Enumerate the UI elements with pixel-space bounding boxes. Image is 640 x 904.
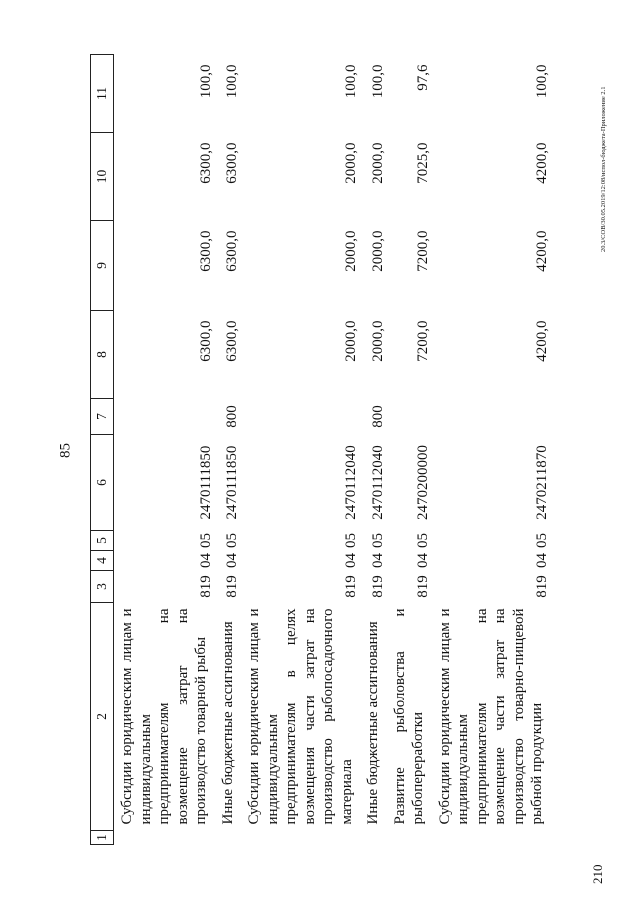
cell-col11: 100,0 (224, 64, 240, 99)
cell-target: 2470200000 (414, 445, 431, 520)
cell-subsection: 05 (343, 533, 359, 548)
cell-subsection: 05 (414, 533, 431, 548)
col-header-7: 7 (91, 399, 114, 435)
cell-col9: 6300,0 (197, 230, 214, 272)
cell-expense-type (114, 399, 215, 435)
cell-expense-type (432, 399, 551, 435)
cell-col11: 100,0 (533, 64, 550, 99)
cell-admin: 819 (343, 575, 359, 598)
cell-section: 04 (343, 553, 359, 568)
cell-col9: 7200,0 (414, 230, 431, 272)
cell-col9: 2000,0 (343, 230, 359, 272)
cell-col8: 6300,0 (197, 320, 214, 362)
table-row (241, 55, 360, 845)
cell-admin: 819 (414, 575, 431, 598)
cell-target: 2470112040 (369, 445, 386, 520)
cell-admin: 819 (533, 575, 550, 598)
footer-note: 20.3/СОВ/30.05.2019/12:08/испол-бюджета-Приложение 2.1 (600, 86, 607, 252)
cell-expense-type: 800 (369, 405, 386, 428)
row-name: Иные бюджетные ассигнования (365, 621, 381, 825)
cell-col10: 6300,0 (224, 142, 240, 184)
cell-subsection: 05 (369, 533, 386, 548)
cell-target: 2470211870 (533, 445, 550, 520)
cell-col8: 7200,0 (414, 320, 431, 362)
corner-number: 210 (590, 864, 605, 884)
col-header-8: 8 (91, 311, 114, 399)
table-row (387, 55, 432, 845)
table-row (114, 55, 215, 845)
row-name: Иные бюджетные ассигнования (219, 621, 236, 825)
row-name: Субсидии юридическим лицам и индивидуальным предпринимателям на возмещение части затрат на производство товарно-пищевой рыбной продукции (436, 608, 545, 825)
row-name: Развитие рыболовства и рыбопереработки (391, 608, 426, 825)
cell-col9: 6300,0 (224, 230, 240, 272)
cell-section: 04 (533, 553, 550, 568)
col-header-6: 6 (91, 435, 114, 531)
cell-subsection: 05 (224, 533, 240, 548)
table-row (360, 55, 387, 845)
cell-col10: 6300,0 (197, 142, 214, 184)
col-header-2: 2 (91, 603, 114, 831)
budget-table (90, 54, 551, 845)
cell-target: 2470112040 (343, 445, 359, 520)
col-header-5: 5 (91, 531, 114, 551)
header-row (91, 55, 114, 845)
cell-col11: 97,6 (414, 64, 431, 91)
cell-target: 2470111850 (197, 445, 214, 520)
cell-subsection: 05 (197, 533, 214, 548)
cell-col8: 6300,0 (224, 320, 240, 362)
cell-section: 04 (224, 553, 240, 568)
cell-col10: 2000,0 (369, 142, 386, 184)
cell-col9: 2000,0 (369, 230, 386, 272)
col-header-1: 1 (91, 831, 114, 845)
cell-expense-type (387, 399, 432, 435)
cell-col8: 2000,0 (343, 320, 359, 362)
col-header-9: 9 (91, 221, 114, 311)
cell-admin: 819 (197, 575, 214, 598)
cell-expense-type (241, 399, 360, 435)
col-header-10: 10 (91, 133, 114, 221)
cell-col8: 4200,0 (533, 320, 550, 362)
cell-col9: 4200,0 (533, 230, 550, 272)
cell-subsection: 05 (533, 533, 550, 548)
cell-col10: 7025,0 (414, 142, 431, 184)
cell-col10: 4200,0 (533, 142, 550, 184)
table-row (432, 55, 551, 845)
row-name: Субсидии юридическим лицам и индивидуальным предпринимателям на возмещение затрат на производство товарной рыбы (119, 608, 209, 825)
cell-col11: 100,0 (369, 64, 386, 99)
cell-section: 04 (369, 553, 386, 568)
col-header-3: 3 (91, 571, 114, 603)
cell-section: 04 (197, 553, 214, 568)
cell-col11: 100,0 (197, 64, 214, 99)
cell-admin: 819 (224, 575, 240, 598)
cell-col11: 100,0 (343, 64, 359, 99)
row-name: Субсидии юридическим лицам и индивидуальным предпринимателям в целях возмещения части затрат на производство рыбопосадочного материала (246, 608, 355, 825)
cell-target: 2470111850 (224, 445, 240, 520)
cell-section: 04 (414, 553, 431, 568)
rotated-page (90, 55, 615, 845)
cell-expense-type: 800 (224, 405, 240, 428)
col-header-11: 11 (91, 55, 114, 133)
col-header-4: 4 (91, 551, 114, 571)
cell-col10: 2000,0 (343, 142, 359, 184)
page-number: 85 (57, 443, 74, 458)
cell-col8: 2000,0 (369, 320, 386, 362)
cell-admin: 819 (369, 575, 386, 598)
table-row (215, 55, 242, 845)
